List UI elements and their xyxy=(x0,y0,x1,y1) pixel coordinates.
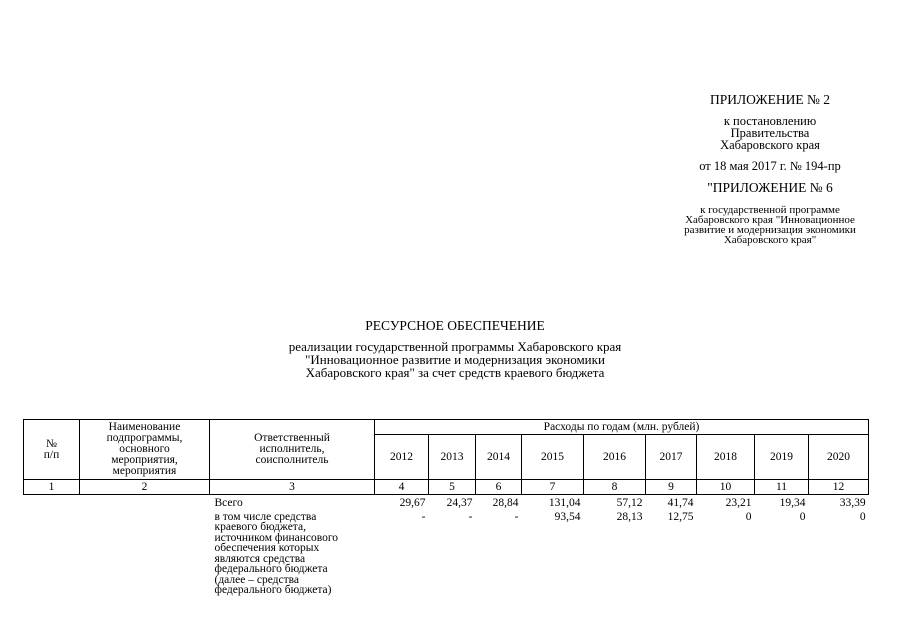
column-number: 2 xyxy=(80,480,210,495)
appendix-header xyxy=(660,92,880,245)
row-value: 0 xyxy=(745,510,752,523)
table-row-federal xyxy=(24,509,869,596)
column-number: 10 xyxy=(697,480,755,495)
row-value: 23,21 xyxy=(725,497,752,509)
appendix-to-program: к государственной программе Хабаровского края "Инновационное развитие и модернизация экономики Хабаровского края" xyxy=(684,204,856,246)
row-value: 57,12 xyxy=(616,497,643,509)
appendix-title: ПРИЛОЖЕНИЕ № 2 xyxy=(709,92,831,107)
table-row-total xyxy=(24,495,869,509)
column-number: 5 xyxy=(429,480,476,495)
column-number: 9 xyxy=(646,480,697,495)
document-heading xyxy=(250,318,660,379)
column-number: 6 xyxy=(476,480,522,495)
row-value: 12,75 xyxy=(667,510,694,523)
column-number: 1 xyxy=(24,480,80,495)
appendix-to-resolution: к постановлению Правительства Хабаровского края xyxy=(720,114,820,152)
row-value: - xyxy=(514,510,519,523)
row-value: 24,37 xyxy=(446,497,473,509)
column-number: 8 xyxy=(584,480,646,495)
header-executor: Ответственный исполнитель, соисполнитель xyxy=(210,420,375,480)
column-number: 4 xyxy=(375,480,429,495)
appendix-date: от 18 мая 2017 г. № 194-пр xyxy=(699,159,841,173)
header-year: 2016 xyxy=(584,435,646,480)
row-value: 29,67 xyxy=(399,497,426,509)
row-value: 93,54 xyxy=(554,510,581,523)
header-name: Наименование подпрограммы, основного мероприятия, мероприятия xyxy=(80,420,210,480)
row-value: 33,39 xyxy=(839,497,866,509)
row-value: - xyxy=(421,510,426,523)
document-subtitle: реализации государственной программы Хабаровского края "Инновационное развитие и модернизация экономики Хабаровского края" за счет средств краевого бюджета xyxy=(288,339,622,380)
header-year: 2019 xyxy=(755,435,809,480)
resource-table xyxy=(23,419,869,596)
row-label: Всего xyxy=(214,497,243,509)
document-title: РЕСУРСНОЕ ОБЕСПЕЧЕНИЕ xyxy=(365,318,545,333)
column-number: 7 xyxy=(522,480,584,495)
header-year: 2018 xyxy=(697,435,755,480)
header-year: 2017 xyxy=(646,435,697,480)
row-label: в том числе средства краевого бюджета, источником финансового обеспечения которых являются средства федерального бюджета (далее – средства федерального бюджета) xyxy=(214,510,339,596)
row-value: 0 xyxy=(799,510,806,523)
appendix-title-2: "ПРИЛОЖЕНИЕ № 6 xyxy=(707,180,833,195)
header-year: 2015 xyxy=(522,435,584,480)
row-value: - xyxy=(468,510,473,523)
column-number: 11 xyxy=(755,480,809,495)
header-year: 2020 xyxy=(809,435,869,480)
row-value: 19,34 xyxy=(779,497,806,509)
header-year: 2013 xyxy=(429,435,476,480)
column-number-row xyxy=(24,480,869,495)
header-year: 2012 xyxy=(375,435,429,480)
row-value: 41,74 xyxy=(667,497,694,509)
row-value: 28,13 xyxy=(616,510,643,523)
row-value: 0 xyxy=(859,510,866,523)
column-number: 3 xyxy=(210,480,375,495)
header-year: 2014 xyxy=(476,435,522,480)
header-expenses: Расходы по годам (млн. рублей) xyxy=(375,420,869,435)
row-value: 131,04 xyxy=(548,497,581,509)
row-value: 28,84 xyxy=(492,497,519,509)
header-number: № п/п xyxy=(24,420,80,480)
column-number: 12 xyxy=(809,480,869,495)
